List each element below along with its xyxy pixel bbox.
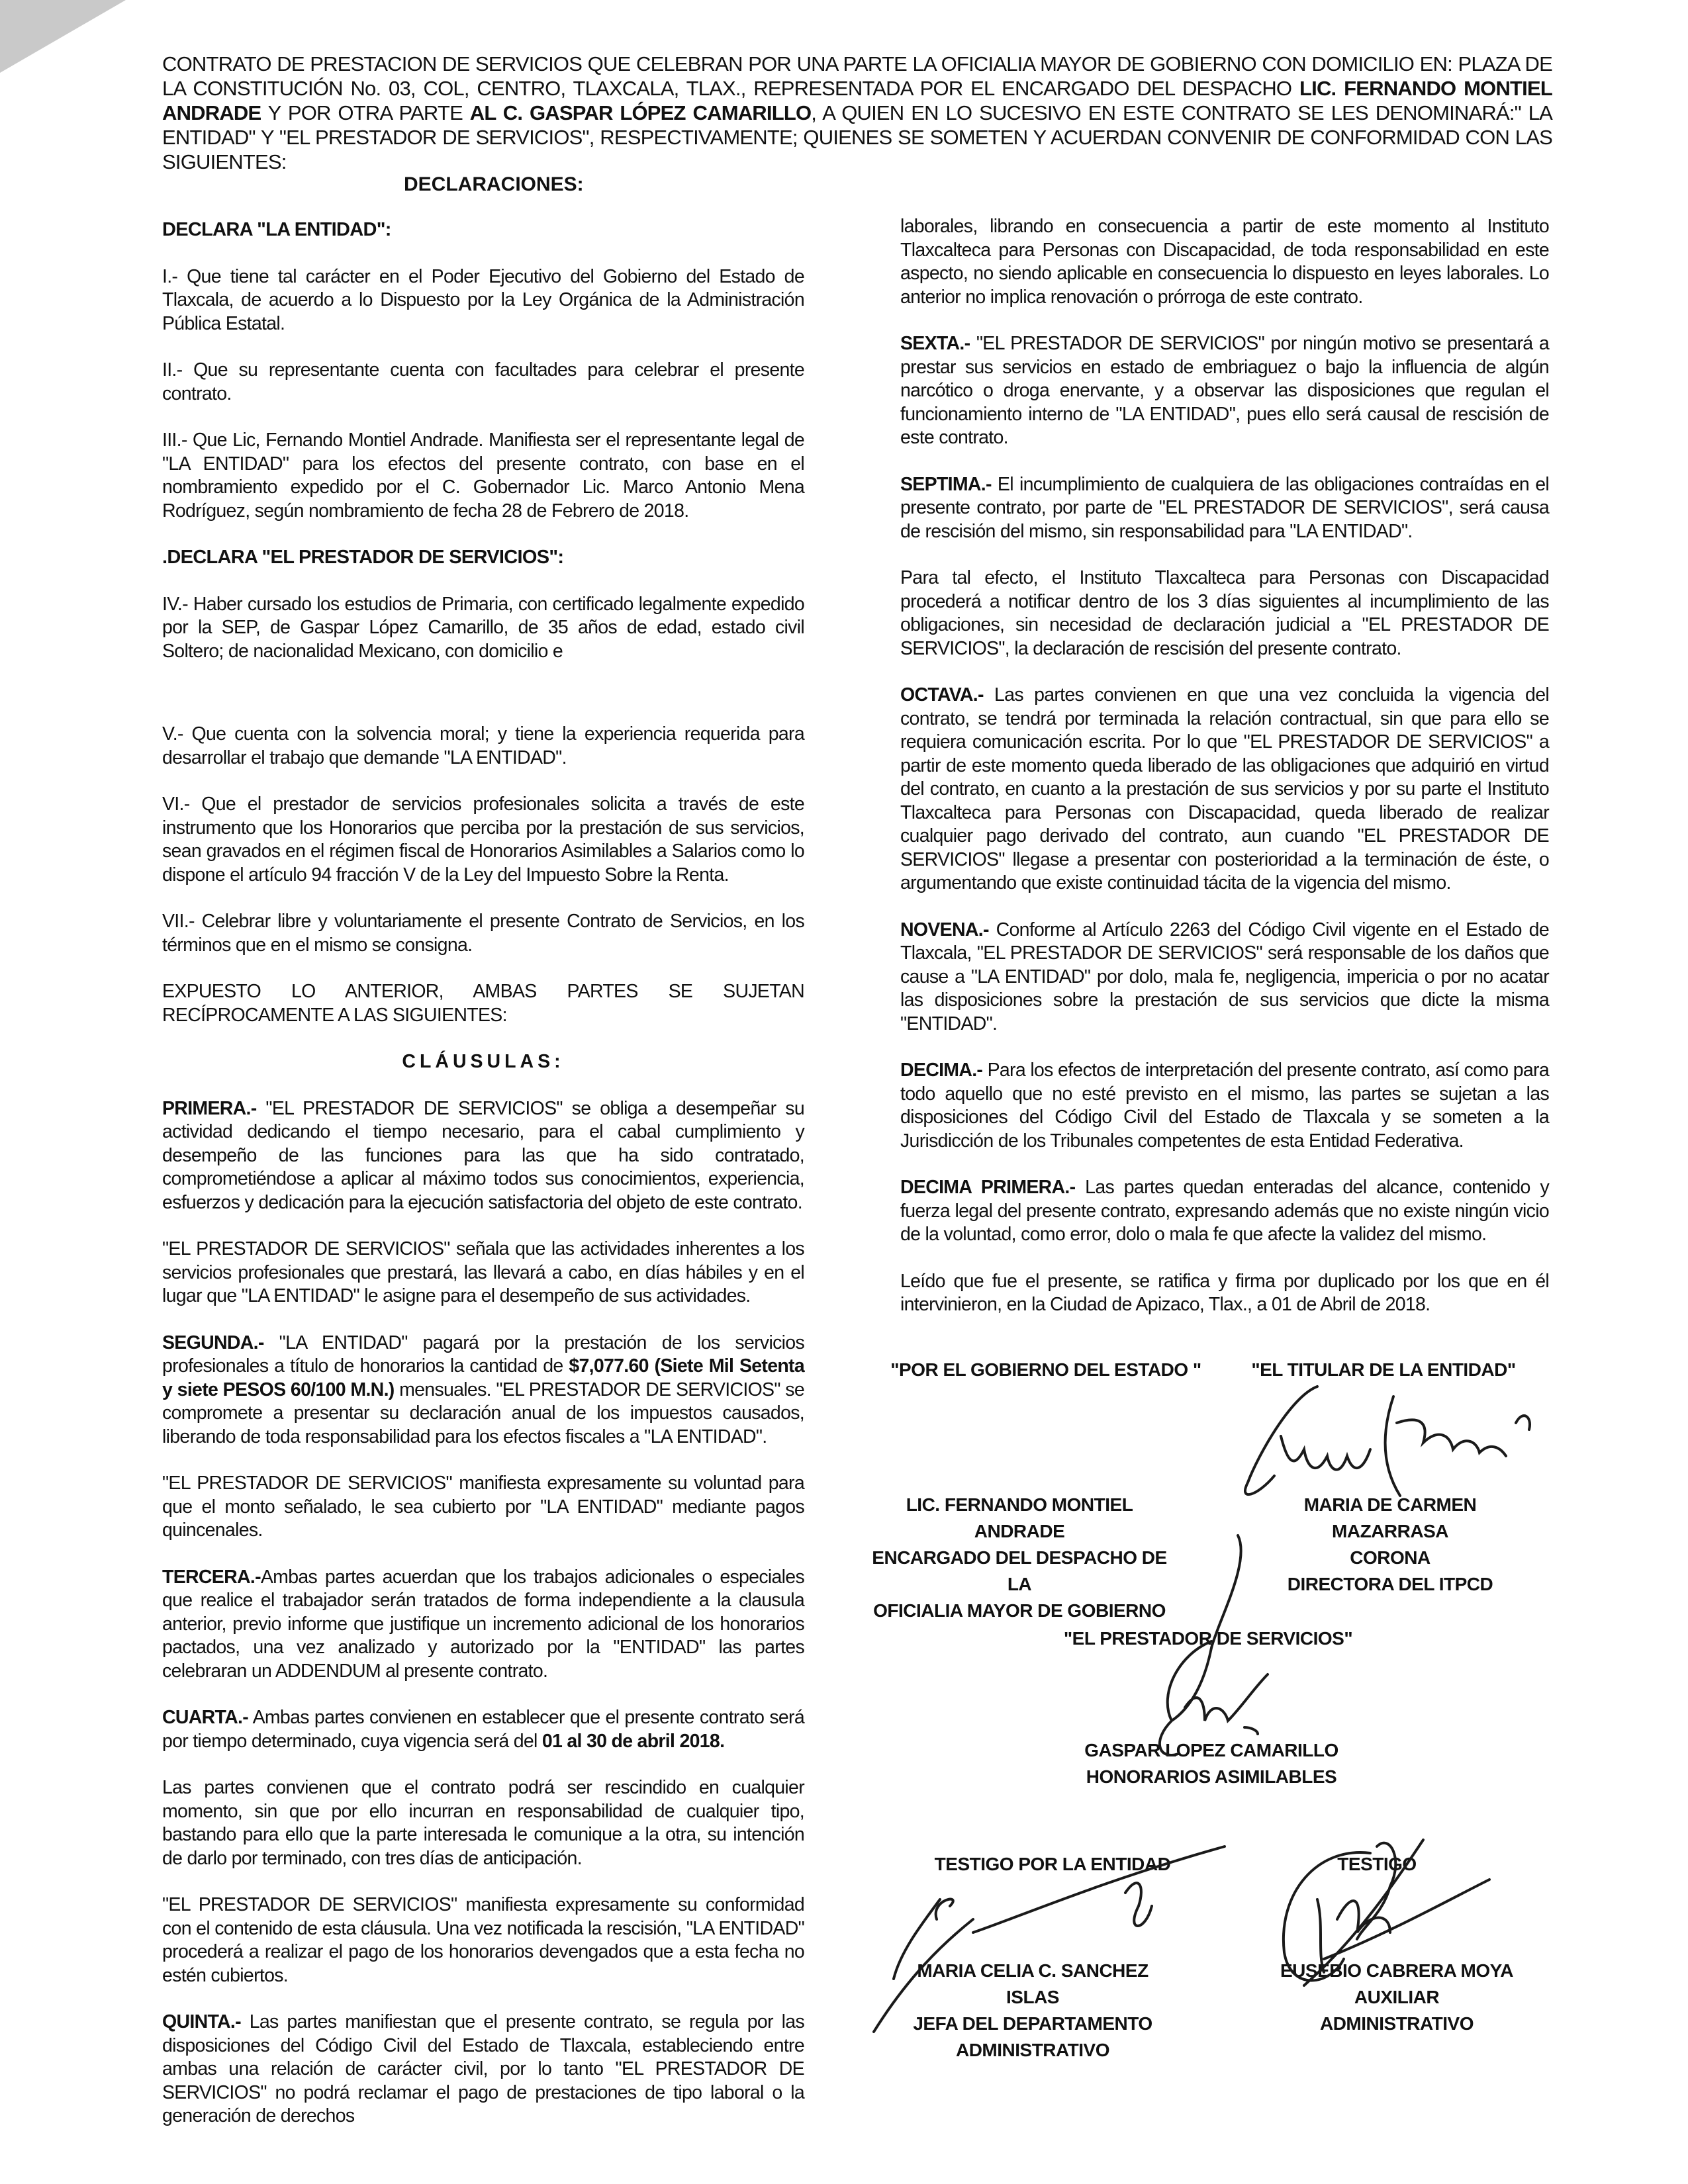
testigo-entidad-label: TESTIGO POR LA ENTIDAD [934,1854,1171,1874]
section-heading [162,546,804,570]
bold-text: LIC. FERNANDO MONTIEL ANDRADE [162,77,1552,124]
bold-text: .DECLARA "EL PRESTADOR DE SERVICIOS": [162,547,564,568]
signatory-title: DIRECTORA DEL ITPCD [1287,1574,1493,1594]
clause-paragraph [162,593,804,664]
signatory-title: ADMINISTRATIVO [955,2040,1110,2060]
clause-paragraph [162,265,804,336]
clause-paragraph [900,919,1549,1036]
text-run: mensuales. "EL PRESTADOR DE SERVICIOS" se compromete a presentar su declaración anual de los impuestos causados, liberando de toda responsabilidad para los efectos fiscales a "LA ENTIDAD". [162,1379,804,1447]
clause-paragraph [900,1270,1549,1317]
text-run: Ambas partes acuerdan que los trabajos adicionales o especiales que realice el trabajador serán tratados de forma independiente a la clausula anterior, previo informe que justifique un incremento adicional de los honorarios pactados, una vez analizado y autorizado por la "ENTIDAD" las partes celebraran un ADDENDUM al presente contrato. [162,1566,804,1682]
clause-paragraph [900,215,1549,309]
bold-text: AL C. GASPAR LÓPEZ CAMARILLO [469,101,812,124]
testigo-label: TESTIGO [1337,1854,1417,1874]
text-run: I.- Que tiene tal carácter en el Poder Ejecutivo del Gobierno del Estado de Tlaxcala, de acuerdo a lo Dispuesto por la Ley Orgánica de la Administración Pública Estatal. [162,265,804,334]
text-run: "EL PRESTADOR DE SERVICIOS" manifiesta expresamente su voluntad para que el monto señalado, le sea cubierto por "LA ENTIDAD" mediante pagos quincenales. [162,1473,804,1541]
text-run: VII.- Celebrar libre y voluntariamente el presente Contrato de Servicios, en los términos que en el mismo se consigna. [162,911,804,956]
text-run: Las partes manifiestan que el presente contrato, se regula por las disposiciones del Código Civil del Estado de Tlaxcala, estableciendo entre ambas una relación de carácter civil, por lo tanto "EL PRESTADOR DE SERVICIOS" no podrá reclamar el pago de prestaciones de tipo laboral o la generación de derechos [162,2011,804,2126]
text-run: "EL PRESTADOR DE SERVICIOS" manifiesta expresamente su conformidad con el contenido de esta cláusula. Una vez notificada la rescisión, "LA ENTIDAD" procederá a realizar el pago de los honorarios devengados que a esta fecha no estén cubiertos. [162,1894,804,1986]
text-run: V.- Que cuenta con la solvencia moral; y tiene la experiencia requerida para desarrollar el trabajo que demande "LA ENTIDAD". [162,723,804,768]
bold-text: OCTAVA.- [900,684,984,705]
bold-text: TERCERA.- [162,1566,261,1588]
clause-paragraph [900,473,1549,544]
bold-text: CUARTA.- [162,1707,249,1728]
signatory-title: AUXILIAR ADMINISTRATIVO [1319,1987,1474,2034]
signatory-title: OFICIALIA MAYOR DE GOBIERNO [873,1600,1166,1621]
clause-paragraph [162,1472,804,1543]
bold-text: PRIMERA.- [162,1097,257,1119]
clause-paragraph [162,1893,804,1987]
text-run: CONTRATO DE PRESTACION DE SERVICIOS QUE CELEBRAN POR UNA PARTE LA OFICIALIA MAYOR DE GOBIERNO CON DOMICILIO EN: PLAZA DE LA CONSTITUCIÓN No. 03, COL, CENTRO, TLAXCALA, TLAX., REPRESENTADA POR EL ENCARGADO DEL DESPACHO [162,52,1552,100]
clause-paragraph [162,1776,804,1870]
signatory-eusebio [1278,1958,1516,2037]
signatory-name: CORONA [1350,1547,1430,1568]
clause-paragraph [162,1332,804,1449]
clause-paragraph [162,2011,804,2128]
text-run: Las partes quedan enteradas del alcance, contenido y fuerza legal del presente contrato, expresando además que no existe ningún vicio de la voluntad, como error, dolo o mala fe que afecte la validez del mismo. [900,1177,1549,1245]
signatory-name: EUSEBIO CABRERA MOYA [1280,1960,1513,1981]
signatory-name: GASPAR LOPEZ CAMARILLO [1084,1740,1338,1760]
signatory-fernando [861,1492,1178,1624]
bold-text: SEGUNDA.- [162,1332,264,1353]
bold-text: 01 al 30 de abril 2018. [541,1730,725,1752]
bold-text: SEPTIMA.- [900,473,992,495]
text-run: "EL PRESTADOR DE SERVICIOS" por ningún motivo se presentará a prestar sus servicios en estado de embriaguez o bajo la influencia de algún narcótico o droga enervante, y a observar las disposiciones que regulan el funcionamiento interno de "LA ENTIDAD", pues ello será causal de rescisión de este contrato. [900,333,1549,448]
clause-paragraph [162,1566,804,1684]
clause-paragraph [162,1706,804,1753]
clause-paragraph [900,332,1549,450]
clause-paragraph [162,359,804,406]
clause-paragraph [900,1059,1549,1153]
contract-preamble [162,52,1552,174]
signatory-name: LIC. FERNANDO MONTIEL ANDRADE [906,1494,1133,1541]
signatory-title: HONORARIOS ASIMILABLES [1086,1766,1337,1787]
bold-text: DECLARA "LA ENTIDAD": [162,219,391,240]
bold-text: DECIMA.- [900,1060,983,1081]
text-run: Para los efectos de interpretación del presente contrato, así como para todo aquello que no esté previsto en el mismo, las partes se sujetan a las disposiciones del Código Civil del Estado de Tlaxcala y se someten a la Jurisdicción de los Tribunales competentes de esta Entidad Federativa. [900,1060,1549,1152]
bold-text: QUINTA.- [162,2011,241,2032]
text-run: , A QUIEN EN LO SUCESIVO EN ESTE CONTRATO SE LES DENOMINARÁ:" LA ENTIDAD" Y "EL PRESTADOR DE SERVICIOS", RESPECTIVAMENTE; QUIENES SE SOMETEN Y ACUERDAN CONVENIR DE CONFORMIDAD CON LAS SIGUIENTES: [162,101,1553,173]
signatory-name: MARIA CELIA C. SANCHEZ ISLAS [917,1960,1149,2007]
gobierno-label: "POR EL GOBIERNO DEL ESTADO " [890,1359,1201,1380]
text-run: "EL PRESTADOR DE SERVICIOS" se obliga a desempeñar su actividad dedicando el tiempo necesario, para el cabal cumplimiento y desempeño de las funciones para las que ha sido contratado, comprometiéndose a aplicar al máximo todos sus conocimientos, experiencia, esfuerzos y dedicación para la ejecución satisfactoria del objeto de este contrato. [162,1097,804,1213]
signatory-name: MARIA DE CARMEN MAZARRASA [1303,1494,1477,1541]
clausulas-heading [162,1050,804,1074]
right-column [900,215,1549,1340]
prestador-label: "EL PRESTADOR DE SERVICIOS" [1063,1628,1353,1649]
redaction-box [146,663,821,709]
text-run: Las partes convienen que el contrato podrá ser rescindido en cualquier momento, sin que por ello incurran en responsabilidad de cualquier tipo, bastando para ello que la parte interesada le comunique a la otra, su intención de darlo por terminado, con tres días de anticipación. [162,1777,804,1869]
clause-paragraph [162,910,804,957]
bold-text: SEXTA.- [900,333,970,354]
bold-text: $7,077.60 (Siete Mil Setenta y siete PESOS 60/100 M.N.) [162,1355,804,1400]
clause-paragraph [162,1238,804,1308]
clause-paragraph [162,723,804,770]
titular-label: "EL TITULAR DE LA ENTIDAD" [1251,1359,1516,1380]
section-heading [162,218,804,242]
text-run: Conforme al Artículo 2263 del Código Civil vigente en el Estado de Tlaxcala, "EL PRESTADOR DE SERVICIOS" será responsable de los daños que cause a "LA ENTIDAD" por dolo, mala fe, negligencia, impericia o por no acatar las disposiciones sobre la prestación de sus servicios que dicte la misma "ENTIDAD". [900,919,1549,1034]
text-run: laborales, librando en consecuencia a partir de este momento al Instituto Tlaxcalteca para Personas con Discapacidad, de toda responsabilidad en este aspecto, no siendo aplicable en consecuencia lo dispuesto en leyes laborales. Lo anterior no implica renovación o prórroga de este contrato. [900,216,1549,308]
clause-paragraph [162,429,804,523]
declaraciones-heading: DECLARACIONES: [404,173,584,195]
signatory-gaspar [1072,1737,1350,1790]
text-run: Ambas partes convienen en establecer que el presente contrato será por tiempo determinado, cuya vigencia será del [162,1707,804,1752]
text-run: El incumplimiento de cualquiera de las obligaciones contraídas en el presente contrato, por parte de "EL PRESTADOR DE SERVICIOS", será causa de rescisión del mismo, sin responsabilidad para "LA ENTIDAD". [900,473,1549,542]
text-run: "LA ENTIDAD" pagará por la prestación de los servicios profesionales a título de honorarios la cantidad de [162,1332,804,1377]
signatory-maria-celia [894,1958,1172,2064]
clause-paragraph [162,1097,804,1215]
signatory-title: ENCARGADO DEL DESPACHO DE LA [872,1547,1167,1594]
signatory-maria-carmen [1244,1492,1536,1598]
signatory-title: JEFA DEL DEPARTAMENTO [913,2013,1152,2034]
clause-paragraph [900,567,1549,660]
text-run: Para tal efecto, el Instituto Tlaxcalteca para Personas con Discapacidad procederá a notificar dentro de los 3 días siguientes al incumplimiento de las obligaciones, sin necesidad de declaración judicial a "EL PRESTADOR DE SERVICIOS", la declaración de rescisión del presente contrato. [900,567,1549,659]
text-run: IV.- Haber cursado los estudios de Primaria, con certificado legalmente expedido por la SEP, de Gaspar López Camarillo, de 35 años de edad, estado civil Soltero; de nacionalidad Mexicano, con domicilio e [162,593,804,662]
page-fold-corner [0,0,126,73]
text-run: "EL PRESTADOR DE SERVICIOS" señala que las actividades inherentes a los servicios profesionales que prestará, las llevará a cabo, en días hábiles y en el lugar que "LA ENTIDAD" le asigne para el desempeño de sus actividades. [162,1238,804,1306]
bold-text: DECIMA PRIMERA.- [900,1177,1076,1198]
signature-carmen-mazarrasa [1245,1387,1530,1496]
clause-paragraph [162,980,804,1027]
text-run: EXPUESTO LO ANTERIOR, AMBAS PARTES SE SUJETAN RECÍPROCAMENTE A LAS SIGUIENTES: [162,981,804,1026]
left-column [162,218,804,2152]
bold-text: CLÁUSULAS: [402,1051,565,1072]
text-run: Leído que fue el presente, se ratifica y firma por duplicado por los que en él intervinieron, en la Ciudad de Apizaco, Tlax., a 01 de Abril de 2018. [900,1270,1549,1315]
clause-paragraph [900,684,1549,895]
text-run: Las partes convienen en que una vez concluida la vigencia del contrato, se tendrá por terminada la relación contractual, sin que para ello se requiera comunicación escrita. Por lo que "EL PRESTADOR DE SERVICIOS" a partir de este momento queda liberado de las obligaciones que adquirió en virtud del contrato, en cuanto a la prestación de sus servicios y por su parte el Instituto Tlaxcalteca para Personas con Discapacidad, queda liberado de realizar cualquier pago derivado del contrato, aun cuando "EL PRESTADOR DE SERVICIOS" llegase a presentar con posterioridad a la terminación de éste, o argumentando que existe continuidad tácita de la vigencia del mismo. [900,684,1549,893]
text-run: VI.- Que el prestador de servicios profesionales solicita a través de este instrumento que los Honorarios que perciba por la prestación de sus servicios, sean gravados en el régimen fiscal de Honorarios Asimilables a Salarios como lo dispone el artículo 94 fracción V de la Ley del Impuesto Sobre la Renta. [162,794,804,886]
text-run: II.- Que su representante cuenta con facultades para celebrar el presente contrato. [162,359,804,404]
bold-text: NOVENA.- [900,919,989,940]
text-run: Y POR OTRA PARTE [261,101,470,124]
clause-paragraph [900,1176,1549,1247]
text-run: III.- Que Lic, Fernando Montiel Andrade. Manifiesta ser el representante legal de "LA ENTIDAD" para los efectos del presente contrato, con base en el nombramiento expedido por el C. Gobernador Lic. Marco Antonio Mena Rodríguez, según nombramiento de fecha 28 de Febrero de 2018. [162,430,804,522]
clause-paragraph [162,793,804,887]
